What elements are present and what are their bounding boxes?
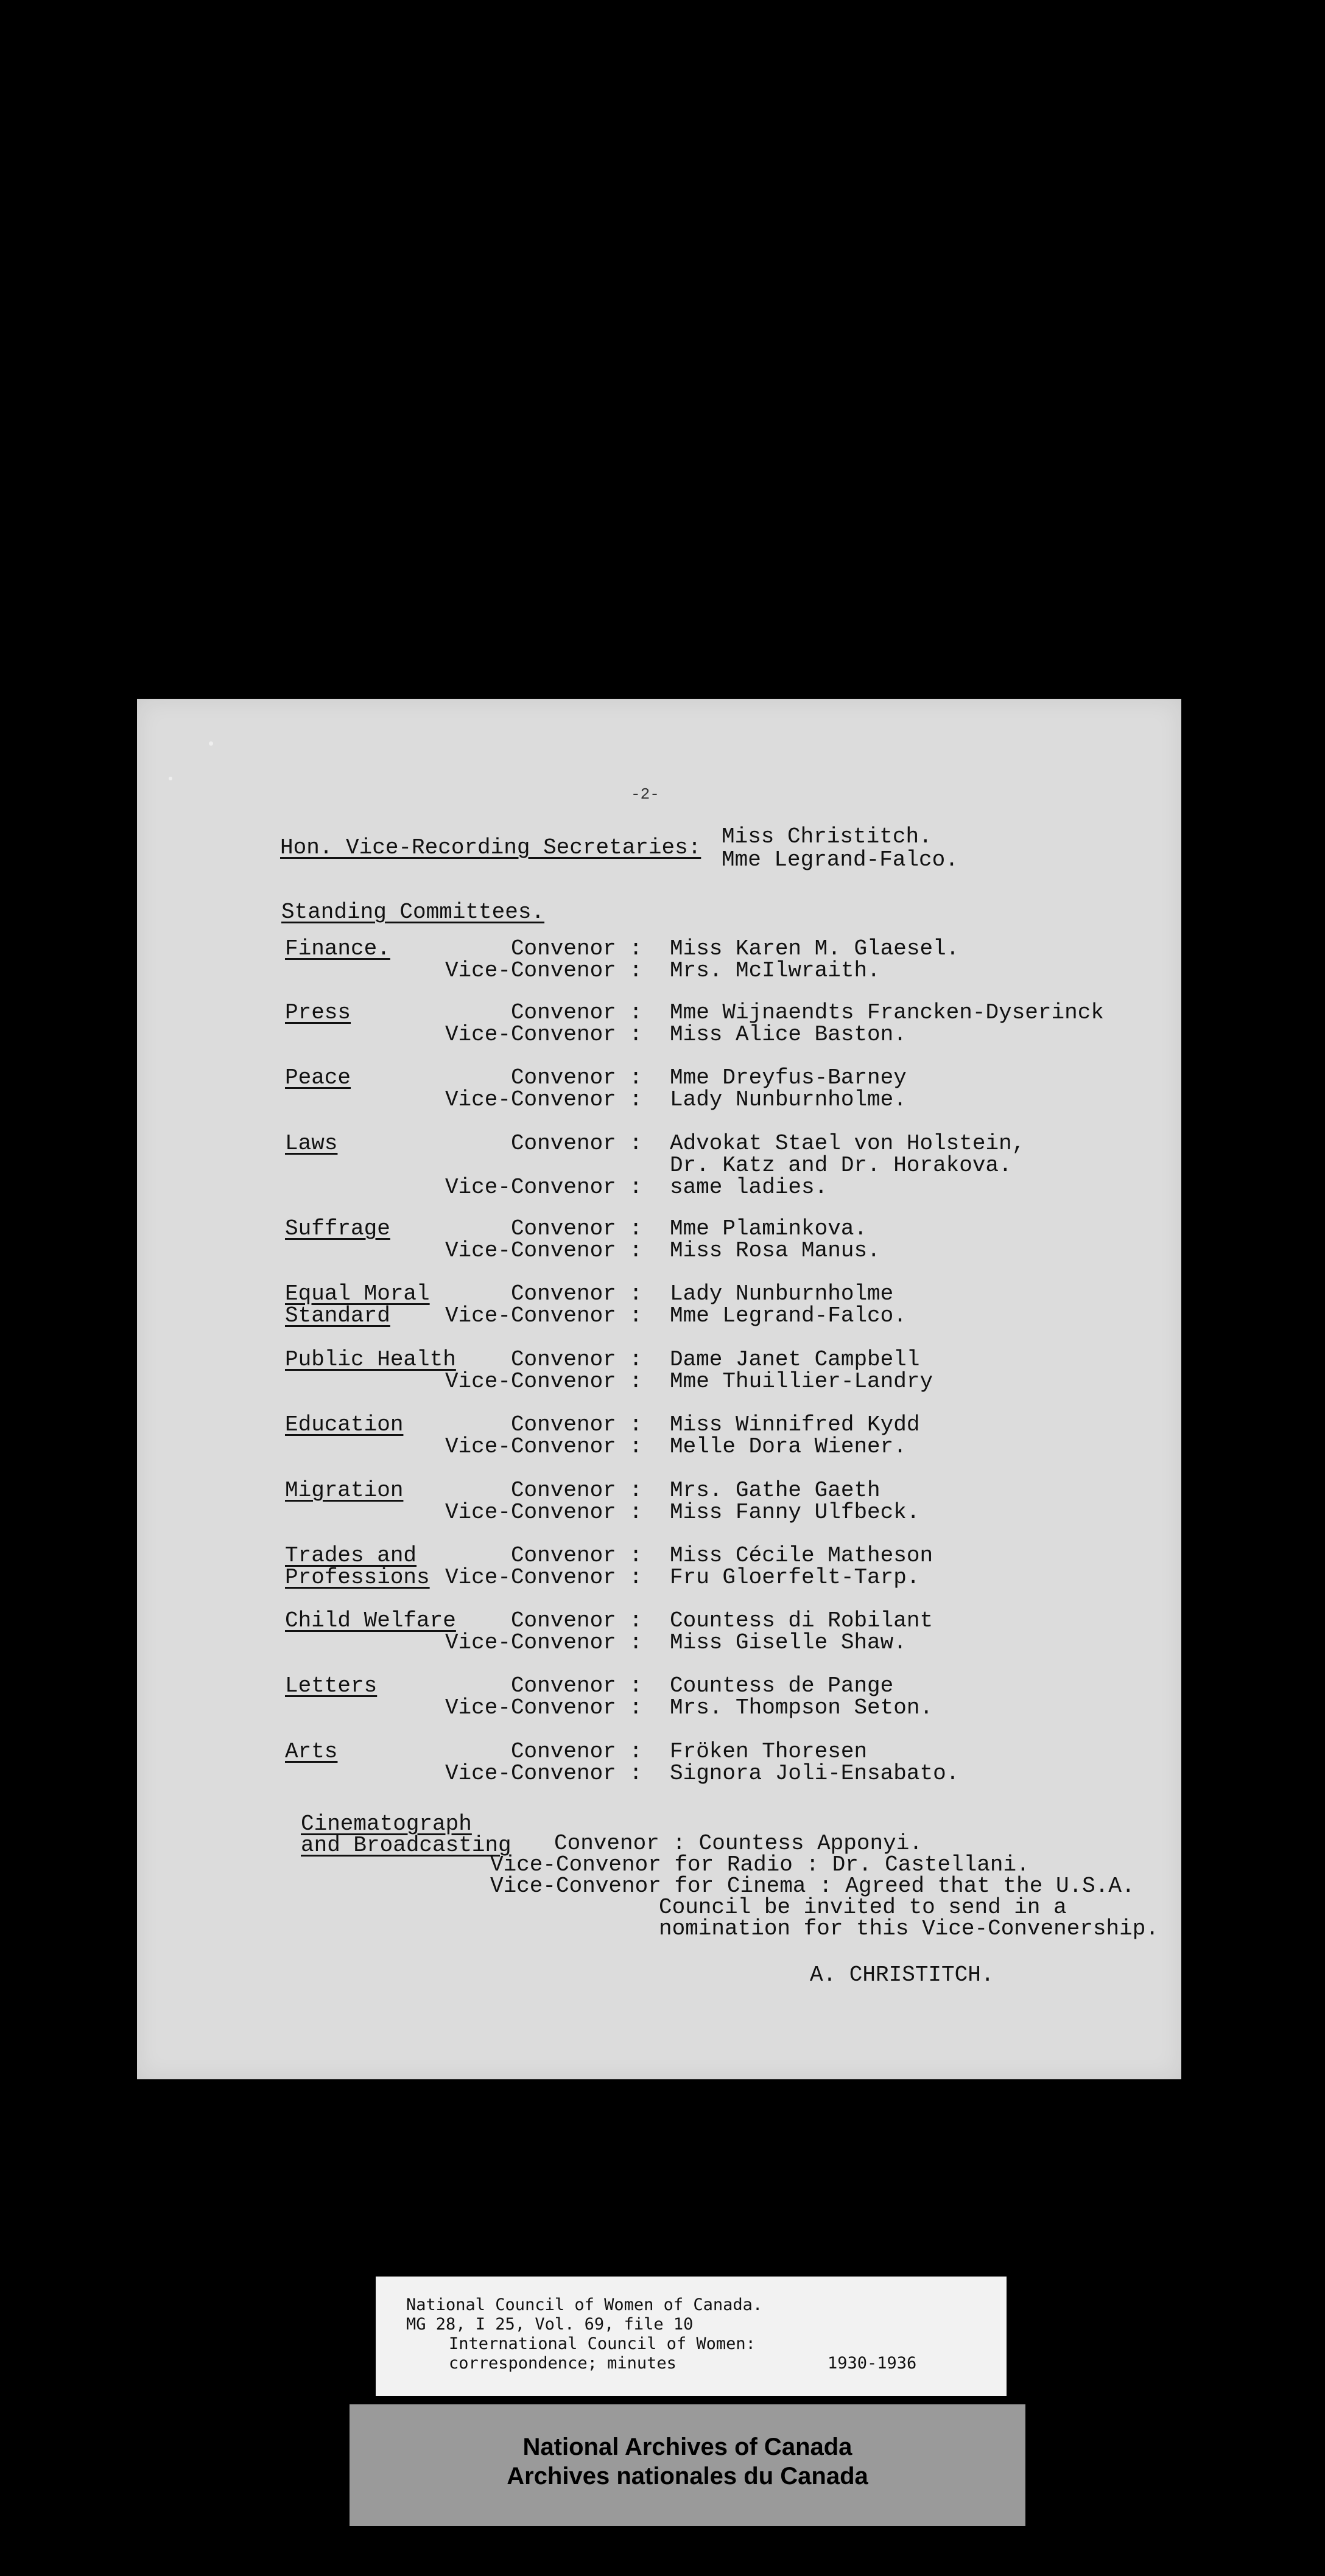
committee-heading: and Broadcasting bbox=[301, 1833, 511, 1858]
committee-role: Convenor : bbox=[510, 1065, 642, 1090]
committee-heading: Child Welfare bbox=[285, 1608, 456, 1633]
committee-heading: Laws bbox=[285, 1131, 338, 1156]
archive-label-years: 1930-1936 bbox=[828, 2354, 917, 2373]
committee-member: Mme Wijnaendts Francken-Dyserinck bbox=[670, 1000, 1104, 1025]
committee-member: Mrs. McIlwraith. bbox=[670, 958, 880, 983]
committee-role: Vice-Convenor : bbox=[445, 1630, 642, 1655]
committee-member: Miss Cécile Matheson bbox=[670, 1543, 933, 1568]
committee-member: Lady Nunburnholme bbox=[670, 1281, 894, 1306]
committee-member: Dame Janet Campbell bbox=[670, 1347, 920, 1372]
committee-role: Vice-Convenor : bbox=[445, 1434, 642, 1459]
committee-member: Melle Dora Wiener. bbox=[670, 1434, 907, 1459]
committee-heading: Equal Moral bbox=[285, 1281, 430, 1306]
committee-member: Signora Joli-Ensabato. bbox=[670, 1761, 960, 1786]
archive-label-line: National Council of Women of Canada. bbox=[406, 2295, 763, 2314]
standing-committees-heading: Standing Committees. bbox=[281, 900, 545, 925]
committee-member: Mrs. Thompson Seton. bbox=[670, 1695, 933, 1720]
committee-role: Convenor : bbox=[510, 1543, 642, 1568]
committee-member: Miss Rosa Manus. bbox=[670, 1238, 880, 1263]
hon-vice-label: Hon. Vice-Recording Secretaries: bbox=[280, 835, 701, 860]
committee-role: Vice-Convenor : bbox=[445, 1022, 642, 1047]
archive-banner-line: National Archives of Canada bbox=[522, 2434, 852, 2460]
committee-heading: Trades and bbox=[285, 1543, 417, 1568]
committee-role: Vice-Convenor : bbox=[445, 1238, 642, 1263]
paper-speck bbox=[209, 741, 213, 746]
committee-role: Vice-Convenor : bbox=[445, 958, 642, 983]
committee-member: Mme Thuillier-Landry bbox=[670, 1369, 933, 1394]
committee-role: Convenor : bbox=[510, 1412, 642, 1437]
committee-member: Countess di Robilant bbox=[670, 1608, 933, 1633]
committee-role: Convenor : bbox=[510, 936, 642, 961]
committee-member: Miss Karen M. Glaesel. bbox=[670, 936, 960, 961]
committee-member: Fröken Thoresen bbox=[670, 1739, 868, 1764]
hon-vice-name: Miss Christitch. bbox=[722, 824, 932, 849]
archive-label bbox=[376, 2277, 1007, 2396]
committee-role: Convenor : bbox=[510, 1281, 642, 1306]
archive-label-line: MG 28, I 25, Vol. 69, file 10 bbox=[406, 2315, 694, 2334]
committee-heading: Migration bbox=[285, 1478, 404, 1503]
committee-member: Miss Alice Baston. bbox=[670, 1022, 907, 1047]
archive-banner-line: Archives nationales du Canada bbox=[507, 2463, 868, 2490]
committee-member: Countess de Pange bbox=[670, 1673, 894, 1698]
committee-member: Mme Plaminkova. bbox=[670, 1216, 868, 1241]
committee-role: Convenor : bbox=[510, 1673, 642, 1698]
committee-role: Vice-Convenor : bbox=[445, 1761, 642, 1786]
hon-vice-name: Mme Legrand-Falco. bbox=[722, 847, 958, 872]
archive-label-line: correspondence; minutes bbox=[449, 2354, 677, 2373]
cinema-convenor: Convenor : Countess Apponyi. bbox=[554, 1831, 923, 1856]
committee-heading: Peace bbox=[285, 1065, 351, 1090]
committee-role: Convenor : bbox=[510, 1216, 642, 1241]
archive-banner bbox=[350, 2404, 1025, 2526]
signature: A. CHRISTITCH. bbox=[810, 1962, 994, 1987]
committee-role: Convenor : bbox=[510, 1739, 642, 1764]
committee-member: Mme Dreyfus-Barney bbox=[670, 1065, 907, 1090]
cinema-council: Council be invited to send in a bbox=[659, 1895, 1067, 1920]
committee-heading: Public Health bbox=[285, 1347, 456, 1372]
paper-speck bbox=[169, 777, 172, 780]
committee-role: Convenor : bbox=[510, 1347, 642, 1372]
committee-member: Miss Giselle Shaw. bbox=[670, 1630, 907, 1655]
committee-heading: Education bbox=[285, 1412, 404, 1437]
committee-member: Miss Fanny Ulfbeck. bbox=[670, 1500, 920, 1525]
archive-label-line: International Council of Women: bbox=[449, 2334, 756, 2353]
committee-member: Fru Gloerfelt-Tarp. bbox=[670, 1565, 920, 1590]
committee-member: Mme Legrand-Falco. bbox=[670, 1303, 907, 1328]
committee-member: same ladies. bbox=[670, 1175, 828, 1200]
committee-heading: Press bbox=[285, 1000, 351, 1025]
cinema-radio: Vice-Convenor for Radio : Dr. Castellani. bbox=[490, 1852, 1030, 1877]
committee-heading: Cinematograph bbox=[301, 1811, 472, 1836]
committee-role: Vice-Convenor : bbox=[445, 1695, 642, 1720]
committee-heading: Finance. bbox=[285, 936, 390, 961]
committee-role: Convenor : bbox=[510, 1478, 642, 1503]
committee-role: Convenor : bbox=[510, 1608, 642, 1633]
committee-role: Vice-Convenor : bbox=[445, 1369, 642, 1394]
committee-heading: Professions bbox=[285, 1565, 430, 1590]
committee-heading: Letters bbox=[285, 1673, 378, 1698]
committee-role: Vice-Convenor : bbox=[445, 1303, 642, 1328]
committee-role: Convenor : bbox=[510, 1131, 642, 1156]
cinema-nomination: nomination for this Vice-Convenership. bbox=[659, 1916, 1159, 1941]
committee-role: Vice-Convenor : bbox=[445, 1500, 642, 1525]
committee-heading: Arts bbox=[285, 1739, 338, 1764]
committee-member: Lady Nunburnholme. bbox=[670, 1087, 907, 1112]
committee-role: Convenor : bbox=[510, 1000, 642, 1025]
cinema-cinema: Vice-Convenor for Cinema : Agreed that the U.S.A. bbox=[490, 1874, 1135, 1899]
committee-member: Advokat Stael von Holstein, bbox=[670, 1131, 1025, 1156]
committee-heading: Standard bbox=[285, 1303, 390, 1328]
committee-role: Vice-Convenor : bbox=[445, 1565, 642, 1590]
committee-member: Mrs. Gathe Gaeth bbox=[670, 1478, 880, 1503]
committee-role: Vice-Convenor : bbox=[445, 1175, 642, 1200]
page-number: -2- bbox=[631, 785, 659, 803]
committee-member: Miss Winnifred Kydd bbox=[670, 1412, 920, 1437]
committee-heading: Suffrage bbox=[285, 1216, 390, 1241]
committee-member: Dr. Katz and Dr. Horakova. bbox=[670, 1153, 1012, 1178]
committee-role: Vice-Convenor : bbox=[445, 1087, 642, 1112]
